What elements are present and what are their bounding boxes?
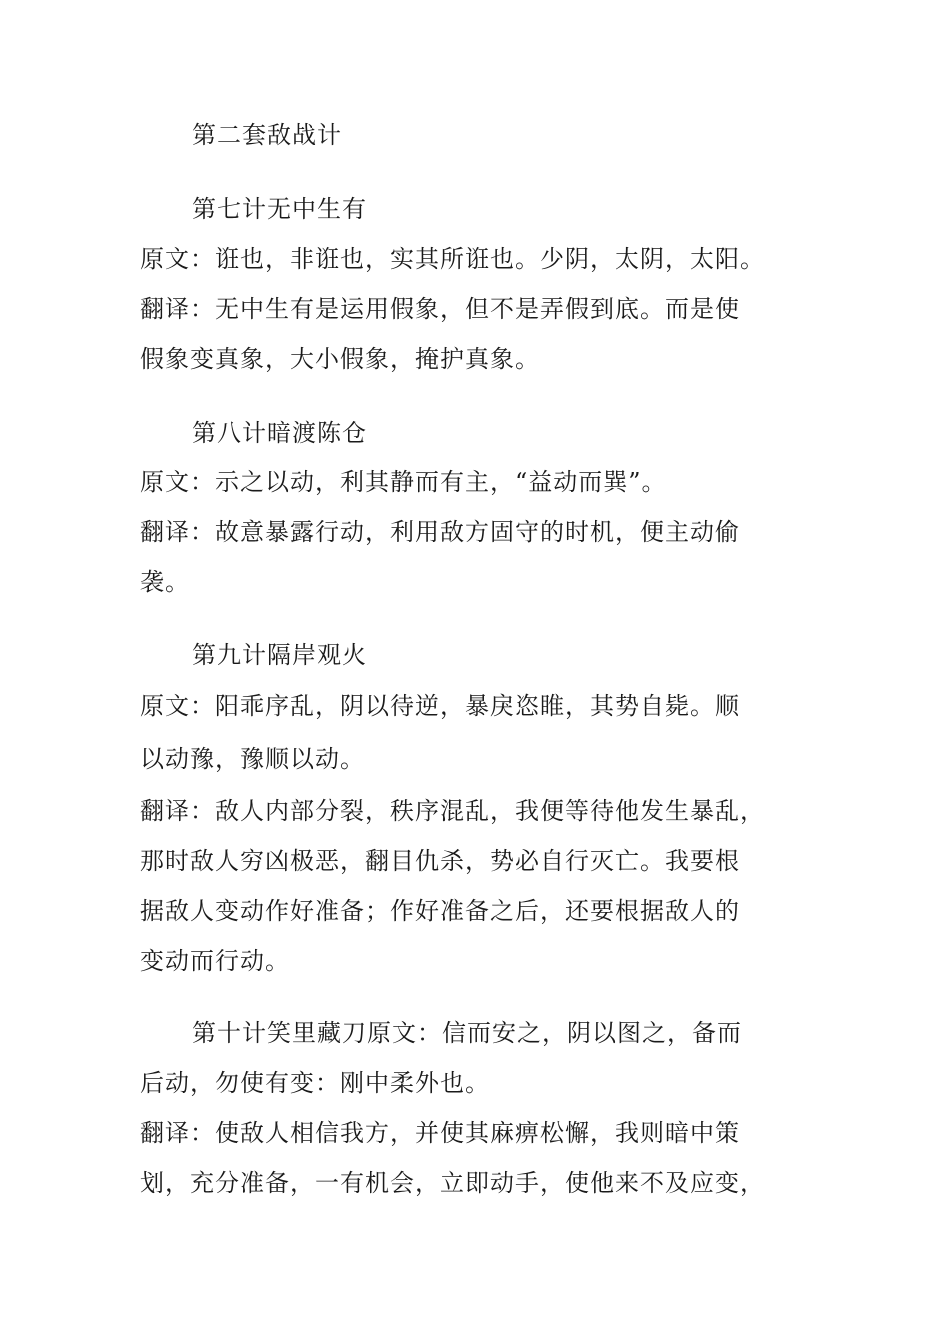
stratagem-7-translation-line-1: 翻译：无中生有是运用假象，但不是弄假到底。而是使 — [140, 295, 740, 323]
stratagem-9-translation-line-1: 翻译：敌人内部分裂，秩序混乱，我便等待他发生暴乱， — [140, 797, 765, 825]
stratagem-7-heading: 第七计无中生有 — [192, 195, 367, 223]
stratagem-7-translation-line-2: 假象变真象，大小假象，掩护真象。 — [140, 345, 540, 373]
stratagem-8-original-text: 原文：示之以动，利其静而有主，“益动而巽”。 — [140, 468, 667, 496]
stratagem-10-heading-line-1: 第十计笑里藏刀原文：信而安之，阴以图之，备而 — [192, 1019, 742, 1047]
stratagem-9-original-line-1: 原文：阳乖序乱，阴以待逆，暴戾恣睢，其势自毙。顺 — [140, 692, 740, 720]
stratagem-9-original-line-2: 以动豫，豫顺以动。 — [140, 745, 365, 773]
stratagem-9-heading: 第九计隔岸观火 — [192, 641, 367, 669]
stratagem-10-translation-line-2: 划，充分准备，一有机会，立即动手，使他来不及应变， — [140, 1169, 765, 1197]
stratagem-10-translation-line-1: 翻译：使敌人相信我方，并使其麻痹松懈，我则暗中策 — [140, 1119, 740, 1147]
stratagem-8-translation-line-1: 翻译：故意暴露行动，利用敌方固守的时机，便主动偷 — [140, 518, 740, 546]
stratagem-8-translation-line-2: 袭。 — [140, 568, 190, 596]
stratagem-8-heading: 第八计暗渡陈仓 — [192, 419, 367, 447]
stratagem-9-translation-line-2: 那时敌人穷凶极恶，翻目仇杀，势必自行灭亡。我要根 — [140, 847, 740, 875]
stratagem-7-original-text: 原文：诳也，非诳也，实其所诳也。少阴，太阴，太阳。 — [140, 245, 765, 273]
stratagem-9-translation-line-4: 变动而行动。 — [140, 947, 290, 975]
section-title: 第二套敌战计 — [192, 121, 342, 149]
stratagem-9-translation-line-3: 据敌人变动作好准备；作好准备之后，还要根据敌人的 — [140, 897, 740, 925]
stratagem-10-heading-line-2: 后动，勿使有变：刚中柔外也。 — [140, 1069, 490, 1097]
